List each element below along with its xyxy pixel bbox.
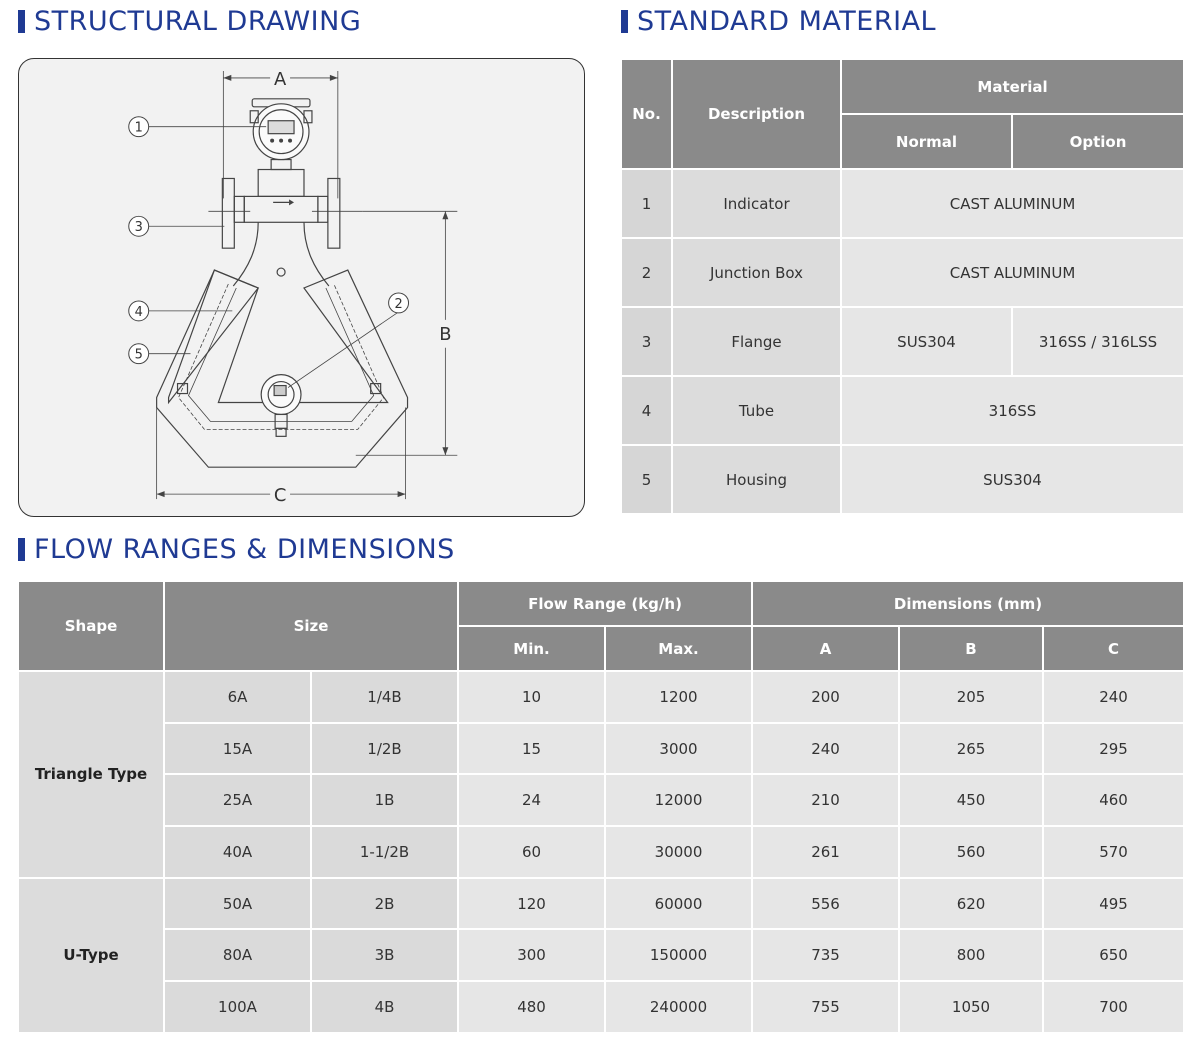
callout-3-label: 3 xyxy=(134,220,143,236)
table-row xyxy=(19,982,1183,1034)
arrow-icon xyxy=(442,447,448,455)
dim-b: 620 xyxy=(900,879,1044,931)
dimension-b-label: B xyxy=(439,323,452,345)
flow-min: 60 xyxy=(459,827,606,879)
table-row xyxy=(622,446,1183,515)
shape-u-type: U-Type xyxy=(19,879,165,1034)
row-description: Tube xyxy=(673,377,842,446)
row-description: Flange xyxy=(673,308,842,377)
dim-c: 700 xyxy=(1044,982,1183,1034)
header-min: Min. xyxy=(459,627,606,672)
table-row xyxy=(622,170,1183,239)
flow-max: 60000 xyxy=(606,879,753,931)
standard-material-title-text: STANDARD MATERIAL xyxy=(637,6,937,37)
dim-a: 200 xyxy=(753,672,900,724)
structural-drawing-title-text: STRUCTURAL DRAWING xyxy=(34,6,362,37)
row-material: 316SS xyxy=(842,377,1183,446)
dim-b: 800 xyxy=(900,930,1044,982)
flow-min: 15 xyxy=(459,724,606,776)
row-description: Housing xyxy=(673,446,842,515)
arrow-icon xyxy=(223,75,231,81)
header-description: Description xyxy=(673,60,842,170)
title-bar-decoration xyxy=(621,10,628,33)
right-tube-outlet xyxy=(304,222,329,286)
table-row xyxy=(622,308,1183,377)
table-row xyxy=(622,239,1183,308)
title-bar-decoration xyxy=(18,538,25,561)
table-row xyxy=(19,930,1183,982)
dim-c: 460 xyxy=(1044,775,1183,827)
manifold-body xyxy=(244,196,318,222)
flow-ranges-title-text: FLOW RANGES & DIMENSIONS xyxy=(34,534,455,565)
dim-a: 556 xyxy=(753,879,900,931)
row-description: Junction Box xyxy=(673,239,842,308)
size-b: 3B xyxy=(312,930,459,982)
header-option: Option xyxy=(1013,115,1183,170)
size-b: 2B xyxy=(312,879,459,931)
flow-max: 30000 xyxy=(606,827,753,879)
size-a: 25A xyxy=(165,775,312,827)
structural-drawing-panel xyxy=(18,58,585,517)
header-material: Material xyxy=(842,60,1183,115)
table-row xyxy=(19,879,1183,931)
title-bar-decoration xyxy=(18,10,25,33)
dim-b: 205 xyxy=(900,672,1044,724)
flow-min: 24 xyxy=(459,775,606,827)
dim-b: 560 xyxy=(900,827,1044,879)
center-bolt-icon xyxy=(277,268,285,276)
housing-left-top xyxy=(169,270,259,402)
arrow-icon xyxy=(398,491,406,497)
header-flow-range: Flow Range (kg/h) xyxy=(459,582,753,627)
row-material: SUS304 xyxy=(842,446,1183,515)
standard-material-table xyxy=(622,60,1183,515)
header-size: Size xyxy=(165,582,459,672)
flow-ranges-title xyxy=(18,534,455,565)
row-description: Indicator xyxy=(673,170,842,239)
dim-c: 240 xyxy=(1044,672,1183,724)
flow-min: 300 xyxy=(459,930,606,982)
row-material: CAST ALUMINUM xyxy=(842,239,1183,308)
dim-c: 570 xyxy=(1044,827,1183,879)
flow-max: 12000 xyxy=(606,775,753,827)
row-material-option: 316SS / 316LSS xyxy=(1013,308,1183,377)
flow-min: 480 xyxy=(459,982,606,1034)
dim-b: 450 xyxy=(900,775,1044,827)
housing-guide xyxy=(188,266,258,402)
dim-a: 261 xyxy=(753,827,900,879)
indicator-button-icon xyxy=(279,139,283,143)
row-no: 4 xyxy=(622,377,673,446)
dim-c: 650 xyxy=(1044,930,1183,982)
flow-min: 120 xyxy=(459,879,606,931)
row-no: 1 xyxy=(622,170,673,239)
row-material-normal: SUS304 xyxy=(842,308,1013,377)
row-no: 2 xyxy=(622,239,673,308)
size-a: 100A xyxy=(165,982,312,1034)
dim-c: 495 xyxy=(1044,879,1183,931)
header-shape: Shape xyxy=(19,582,165,672)
callout-2-leader xyxy=(288,312,399,388)
flow-max: 240000 xyxy=(606,982,753,1034)
left-flange xyxy=(222,178,234,248)
header-b: B xyxy=(900,627,1044,672)
dim-a: 755 xyxy=(753,982,900,1034)
row-material: CAST ALUMINUM xyxy=(842,170,1183,239)
header-normal: Normal xyxy=(842,115,1013,170)
left-tube-outlet xyxy=(233,222,258,286)
callout-2-label: 2 xyxy=(394,296,403,312)
arrow-icon xyxy=(442,211,448,219)
flow-arrow-icon xyxy=(289,199,294,205)
indicator-neck xyxy=(271,160,291,170)
header-dimensions: Dimensions (mm) xyxy=(753,582,1183,627)
callout-1-label: 1 xyxy=(134,120,143,136)
size-b: 1-1/2B xyxy=(312,827,459,879)
table-row xyxy=(622,377,1183,446)
left-flange-neck xyxy=(234,196,244,222)
flow-max: 150000 xyxy=(606,930,753,982)
manifold-block xyxy=(258,170,304,197)
dim-b: 1050 xyxy=(900,982,1044,1034)
arrow-icon xyxy=(157,491,165,497)
size-b: 1/4B xyxy=(312,672,459,724)
dim-b: 265 xyxy=(900,724,1044,776)
size-a: 50A xyxy=(165,879,312,931)
size-b: 1B xyxy=(312,775,459,827)
flow-max: 3000 xyxy=(606,724,753,776)
row-no: 3 xyxy=(622,308,673,377)
flow-max: 1200 xyxy=(606,672,753,724)
flow-ranges-table xyxy=(19,582,1183,1034)
size-a: 80A xyxy=(165,930,312,982)
triangle-housing xyxy=(157,270,408,467)
size-a: 15A xyxy=(165,724,312,776)
dim-c: 295 xyxy=(1044,724,1183,776)
table-row xyxy=(19,672,1183,724)
indicator-button-icon xyxy=(288,139,292,143)
arrow-icon xyxy=(330,75,338,81)
dimension-c-label: C xyxy=(273,485,287,507)
junction-box-terminal xyxy=(274,386,286,396)
dimension-a-label: A xyxy=(273,68,287,90)
dim-a: 735 xyxy=(753,930,900,982)
size-b: 4B xyxy=(312,982,459,1034)
callout-4-label: 4 xyxy=(134,304,143,320)
header-no: No. xyxy=(622,60,673,170)
dim-a: 240 xyxy=(753,724,900,776)
flow-min: 10 xyxy=(459,672,606,724)
structural-drawing-title xyxy=(18,6,361,37)
table-row xyxy=(19,827,1183,879)
indicator-display xyxy=(268,121,294,134)
row-no: 5 xyxy=(622,446,673,515)
header-c: C xyxy=(1044,627,1183,672)
flowmeter-drawing xyxy=(19,59,584,516)
right-flange-neck xyxy=(318,196,328,222)
size-b: 1/2B xyxy=(312,724,459,776)
header-a: A xyxy=(753,627,900,672)
shape-triangle: Triangle Type xyxy=(19,672,165,879)
table-row xyxy=(19,775,1183,827)
callout-5-label: 5 xyxy=(134,347,143,363)
standard-material-title xyxy=(621,6,936,37)
size-a: 40A xyxy=(165,827,312,879)
indicator-button-icon xyxy=(270,139,274,143)
dim-a: 210 xyxy=(753,775,900,827)
header-max: Max. xyxy=(606,627,753,672)
size-a: 6A xyxy=(165,672,312,724)
table-row xyxy=(19,724,1183,776)
